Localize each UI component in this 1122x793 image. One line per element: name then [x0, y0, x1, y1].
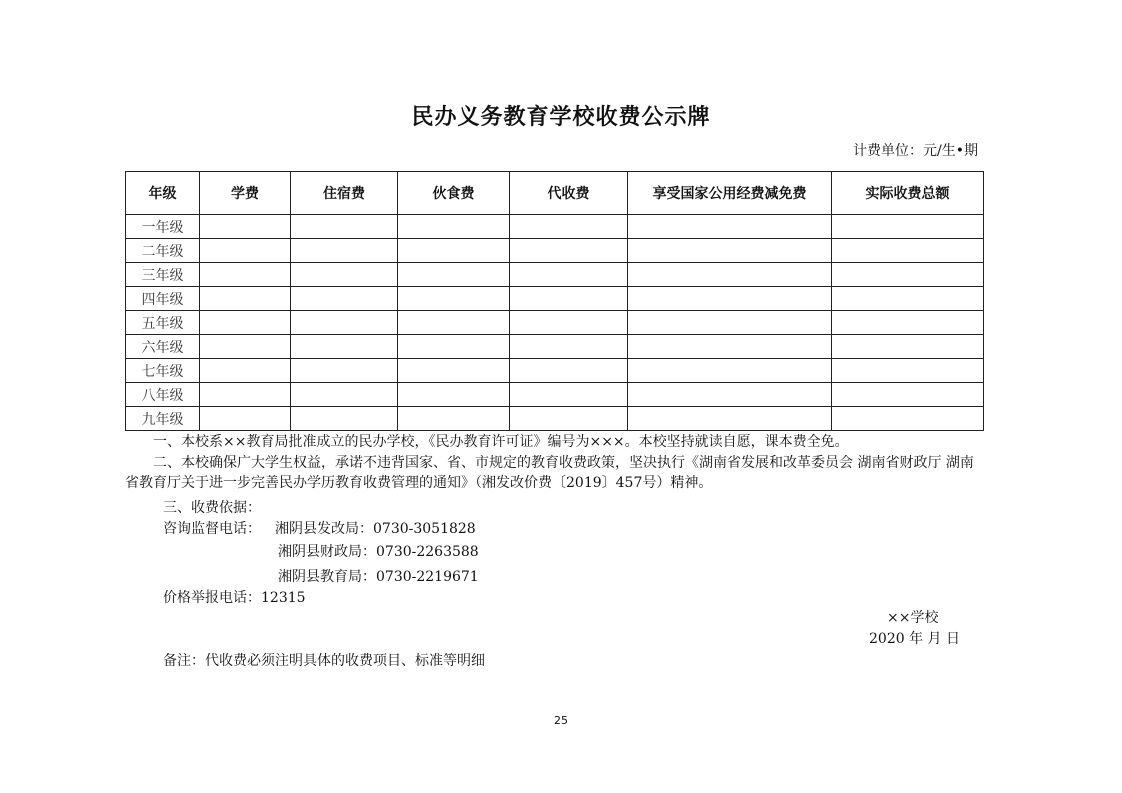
table-cell — [398, 263, 510, 287]
table-row — [126, 383, 984, 407]
table-cell — [398, 383, 510, 407]
table-cell — [832, 335, 984, 359]
table-cell — [832, 359, 984, 383]
table-row — [126, 287, 984, 311]
table-cell — [510, 239, 628, 263]
table-cell — [398, 359, 510, 383]
table-cell — [200, 311, 291, 335]
table-cell — [510, 263, 628, 287]
table-cell — [200, 287, 291, 311]
grade-cell: 七年级 — [126, 359, 200, 383]
table-cell — [200, 239, 291, 263]
note-paragraph-3: 三、收费依据： — [163, 500, 261, 516]
table-cell — [510, 335, 628, 359]
table-cell — [628, 359, 832, 383]
table-cell — [628, 263, 832, 287]
table-cell — [398, 311, 510, 335]
table-cell — [628, 287, 832, 311]
table-cell — [200, 359, 291, 383]
table-cell — [832, 239, 984, 263]
table-cell — [398, 407, 510, 431]
phone-line-1: 湘阴县发改局：0730-3051828 — [275, 521, 476, 537]
page-title: 民办义务教育学校收费公示牌 — [411, 105, 711, 130]
table-row — [126, 215, 984, 239]
consult-label: 咨询监督电话： — [163, 521, 261, 537]
table-cell — [832, 287, 984, 311]
remark-line: 备注：代收费必须注明具体的收费项目、标准等明细 — [163, 653, 485, 669]
grade-cell: 五年级 — [126, 311, 200, 335]
grade-cell: 四年级 — [126, 287, 200, 311]
table-cell — [628, 239, 832, 263]
table-cell — [291, 239, 398, 263]
table-cell — [398, 287, 510, 311]
table-cell — [200, 335, 291, 359]
table-cell — [398, 335, 510, 359]
phone-line-2: 湘阴县财政局：0730-2263588 — [278, 544, 479, 560]
table-row — [126, 359, 984, 383]
grade-cell: 三年级 — [126, 263, 200, 287]
table-cell — [628, 311, 832, 335]
table-row — [126, 407, 984, 431]
table-cell — [291, 335, 398, 359]
header-tuition: 学费 — [200, 172, 291, 215]
table-cell — [510, 287, 628, 311]
table-cell — [510, 359, 628, 383]
date-line: 2020 年 月 日 — [869, 631, 960, 647]
table-cell — [291, 263, 398, 287]
table-cell — [291, 311, 398, 335]
fee-table — [125, 171, 984, 431]
table-cell — [628, 335, 832, 359]
phone-line-3: 湘阴县教育局：0730-2219671 — [278, 569, 479, 585]
header-grade: 年级 — [126, 172, 200, 215]
table-cell — [628, 383, 832, 407]
table-cell — [200, 383, 291, 407]
table-row — [126, 263, 984, 287]
table-cell — [200, 407, 291, 431]
grade-cell: 一年级 — [126, 215, 200, 239]
table-row — [126, 311, 984, 335]
table-cell — [398, 239, 510, 263]
unit-note: 计费单位：元/生•期 — [853, 143, 978, 159]
table-cell — [832, 383, 984, 407]
table-cell — [510, 215, 628, 239]
note-paragraph-1: 一、本校系××教育局批准成立的民办学校，《民办教育许可证》编号为×××。本校坚持就读自愿，课本费全免。 — [153, 434, 849, 450]
table-cell — [832, 407, 984, 431]
table-cell — [832, 215, 984, 239]
header-total: 实际收费总额 — [832, 172, 984, 215]
school-name: ××学校 — [887, 610, 939, 626]
header-meals: 伙食费 — [398, 172, 510, 215]
table-cell — [398, 215, 510, 239]
grade-cell: 二年级 — [126, 239, 200, 263]
table-cell — [510, 383, 628, 407]
table-cell — [291, 287, 398, 311]
table-cell — [291, 407, 398, 431]
header-accommodation: 住宿费 — [291, 172, 398, 215]
table-cell — [291, 383, 398, 407]
page-number: 25 — [554, 714, 568, 727]
table-cell — [510, 407, 628, 431]
note-paragraph-2: 二、本校确保广大学生权益，承诺不违背国家、省、市规定的教育收费政策，坚决执行《湖南省发展和改革委员会 湖南省财政厅 湖南省教育厅关于进一步完善民办学历教育收费管理的通知》（湘发改价费〔2019〕457号）精神。 — [125, 455, 974, 491]
table-cell — [200, 215, 291, 239]
table-cell — [200, 263, 291, 287]
table-cell — [832, 263, 984, 287]
table-cell — [832, 311, 984, 335]
grade-cell: 八年级 — [126, 383, 200, 407]
table-cell — [628, 215, 832, 239]
table-row — [126, 239, 984, 263]
table-cell — [291, 215, 398, 239]
report-phone: 价格举报电话：12315 — [163, 590, 306, 606]
table-cell — [510, 311, 628, 335]
grade-cell: 九年级 — [126, 407, 200, 431]
table-header-row — [126, 172, 984, 215]
grade-cell: 六年级 — [126, 335, 200, 359]
header-collected-fee: 代收费 — [510, 172, 628, 215]
table-cell — [291, 359, 398, 383]
table-row — [126, 335, 984, 359]
table-cell — [628, 407, 832, 431]
header-reduction: 享受国家公用经费减免费 — [628, 172, 832, 215]
